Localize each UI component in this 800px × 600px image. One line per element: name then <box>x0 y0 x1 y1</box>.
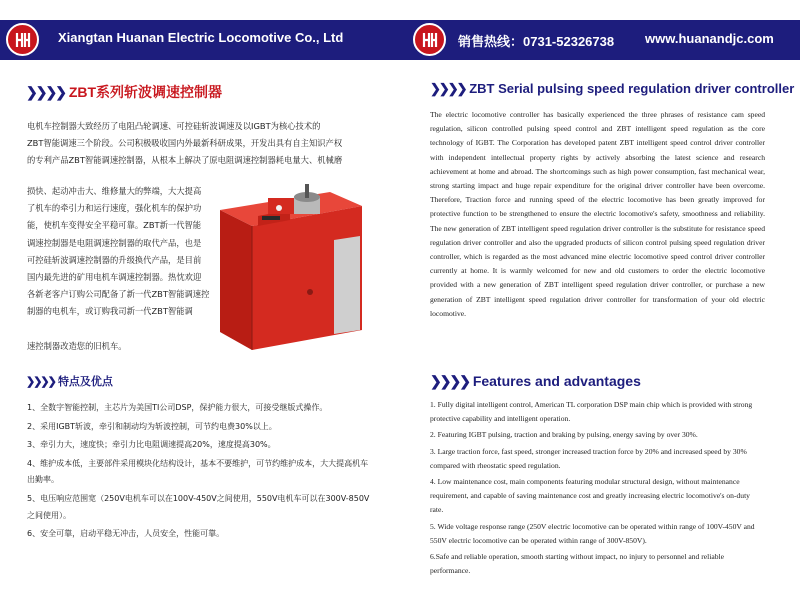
feature-item: 5、电压响应范围宽（250V电机车可以在100V-450V之间使用，550V电机车可以在300V-850V之间使用）。 <box>27 493 370 520</box>
features-title-cn <box>26 373 113 389</box>
chevrons-icon: ❯❯❯❯ <box>26 376 55 388</box>
features-title-text: Features and advantages <box>472 373 641 389</box>
feature-item: 3、牵引力大，速度快；牵引力比电阻调速提高20%，速度提高30%。 <box>27 440 276 450</box>
website-url: www.huanandjc.com <box>645 31 774 46</box>
company-logo-icon <box>6 23 39 56</box>
features-list-en <box>430 398 765 580</box>
product-title-cn <box>26 82 222 102</box>
feature-item: 4. Low maintenance cost, main components featuring modular structural design, without maintenance requirement, and capable of saving maintenance cost and greatly increasing electric locomotive's on-duty rate. <box>430 477 750 515</box>
logo-mark-icon <box>14 31 32 49</box>
intro-paragraph-cn-wrap <box>27 183 210 321</box>
feature-item: 6、安全可靠，启动平稳无冲击，人员安全，性能可靠。 <box>27 529 225 539</box>
intro-line: 调速控制器是电阻调速控制器的取代产品，也是 <box>27 237 202 248</box>
company-logo-icon <box>413 23 446 56</box>
feature-item: 1. Fully digital intelligent control, American TL corporation DSP main chip which is provided with strong protective capability and intelligent operation. <box>430 400 753 424</box>
logo-mark-icon <box>421 31 439 49</box>
intro-line: 可控硅斩波调速控制器的升级换代产品，是目前 <box>27 254 202 265</box>
feature-item: 1、全数字智能控制，主芯片为美国TI公司DSP，保护能力很大，可接受继版式操作。 <box>27 403 328 412</box>
chevrons-icon: ❯❯❯❯ <box>26 84 65 100</box>
title-text: ZBT系列斩波调速控制器 <box>68 84 223 100</box>
chevrons-icon: ❯❯❯❯ <box>430 373 469 389</box>
feature-item: 6.Safe and reliable operation, smooth starting without impact, no injury to personnel and reliable performance. <box>430 552 724 576</box>
feature-item: 5. Wide voltage response range (250V electric locomotive can be operated within range of 100V-450V and 550V electric locomotive can be operated within range of 300V-850V). <box>430 521 755 545</box>
feature-item: 4、维护成本低，主要部件采用模块化结构设计，基本不要维护，可节约维护成本，大大提高机车出勤率。 <box>27 458 369 485</box>
intro-line: 速控制器改造您的旧机车。 <box>27 341 127 351</box>
intro-line: 能，使机车变得安全平稳可靠。ZBT新一代智能 <box>27 220 202 231</box>
intro-line: 电机车控制器大致经历了电阻凸轮调速、可控硅斩波调速及以IGBT为核心技术的 <box>27 121 321 131</box>
company-name: Xiangtan Huanan Electric Locomotive Co., Ltd <box>58 30 344 45</box>
features-title-text: 特点及优点 <box>57 376 113 388</box>
feature-item: 3. Large traction force, fast speed, stronger increased traction force by 20% and increased speed by 30% compared with rheostatic speed regulation. <box>430 446 747 470</box>
intro-paragraph-cn <box>27 118 377 170</box>
intro-line: ZBT智能调速三个阶段。公司积极吸收国内外最新科研成果，开发出具有自主知识产权 <box>27 138 343 149</box>
features-list-cn <box>27 400 372 545</box>
right-page <box>400 0 800 600</box>
intro-line: 制器的电机车，或订购我司新一代ZBT智能调 <box>27 306 193 317</box>
product-title-en <box>430 81 794 97</box>
intro-line: 的专利产品ZBT智能调速控制器，从根本上解决了原电阻调速控制器耗电量大、机械磨 <box>27 155 343 166</box>
feature-item: 2、采用IGBT斩波，牵引和制动均为斩波控制，可节约电费30%以上。 <box>27 421 277 431</box>
intro-line: 各新老客户订购公司配备了新一代ZBT智能调速控 <box>27 289 210 300</box>
intro-paragraph-en: The electric locomotive controller has basically experienced the three phrases of resistance cam speed regulation, silicon controlled pulsing speed control and ZBT intelligent speed regulation as the core technology of IGBT. The Corporation has developed patent ZBT intelligent speed control driver controller with independent intellectual property rights by actively absorbing the latest science and research achievement at home and abroad. The shortcomings such as high power consumption, fast mechanical wear, strong starting impact and huge repair expenditure for the original driver controller have been overcome. Therefore, Traction force and running speed of the electric locomotive has been greatly improved for protective function to be strengthened to ensure the electric locomotive's safety, smoothness and reliability. The new generation of ZBT intelligent speed regulation driver controller is the substitute for resistance speed regulation driver controller and also the upgraded products of silicon control pulsing speed regulation driver controller, which is regarded as the most advanced mine electric locomotive speed control driver controller currently at home. It is warmly welcomed for new and old customers to order the electric locomotive provided with a new generation of ZBT intelligent speed regulation driver controller, or purchase a new generation of ZBT intelligent speed regulation driver controller for transformation of your old electric locomotive. <box>430 110 765 318</box>
intro-line: 损快、起动冲击大、维修量大的弊端，大大提高 <box>27 186 202 196</box>
title-text: ZBT Serial pulsing speed regulation driver controller <box>469 81 795 96</box>
chevrons-icon: ❯❯❯❯ <box>430 81 466 96</box>
intro-line: 国内最先进的矿用电机车调速控制器。热忱欢迎 <box>27 272 202 283</box>
features-title-en <box>430 373 641 390</box>
feature-item: 2. Featuring IGBT pulsing, traction and braking by pulsing, energy saving by over 30%. <box>430 430 698 440</box>
controller-product-image <box>210 182 370 354</box>
sales-hotline: 销售热线：0731-52326738 <box>458 34 615 49</box>
intro-line: 了机车的牵引力和运行速度，强化机车的保护功 <box>27 203 202 214</box>
